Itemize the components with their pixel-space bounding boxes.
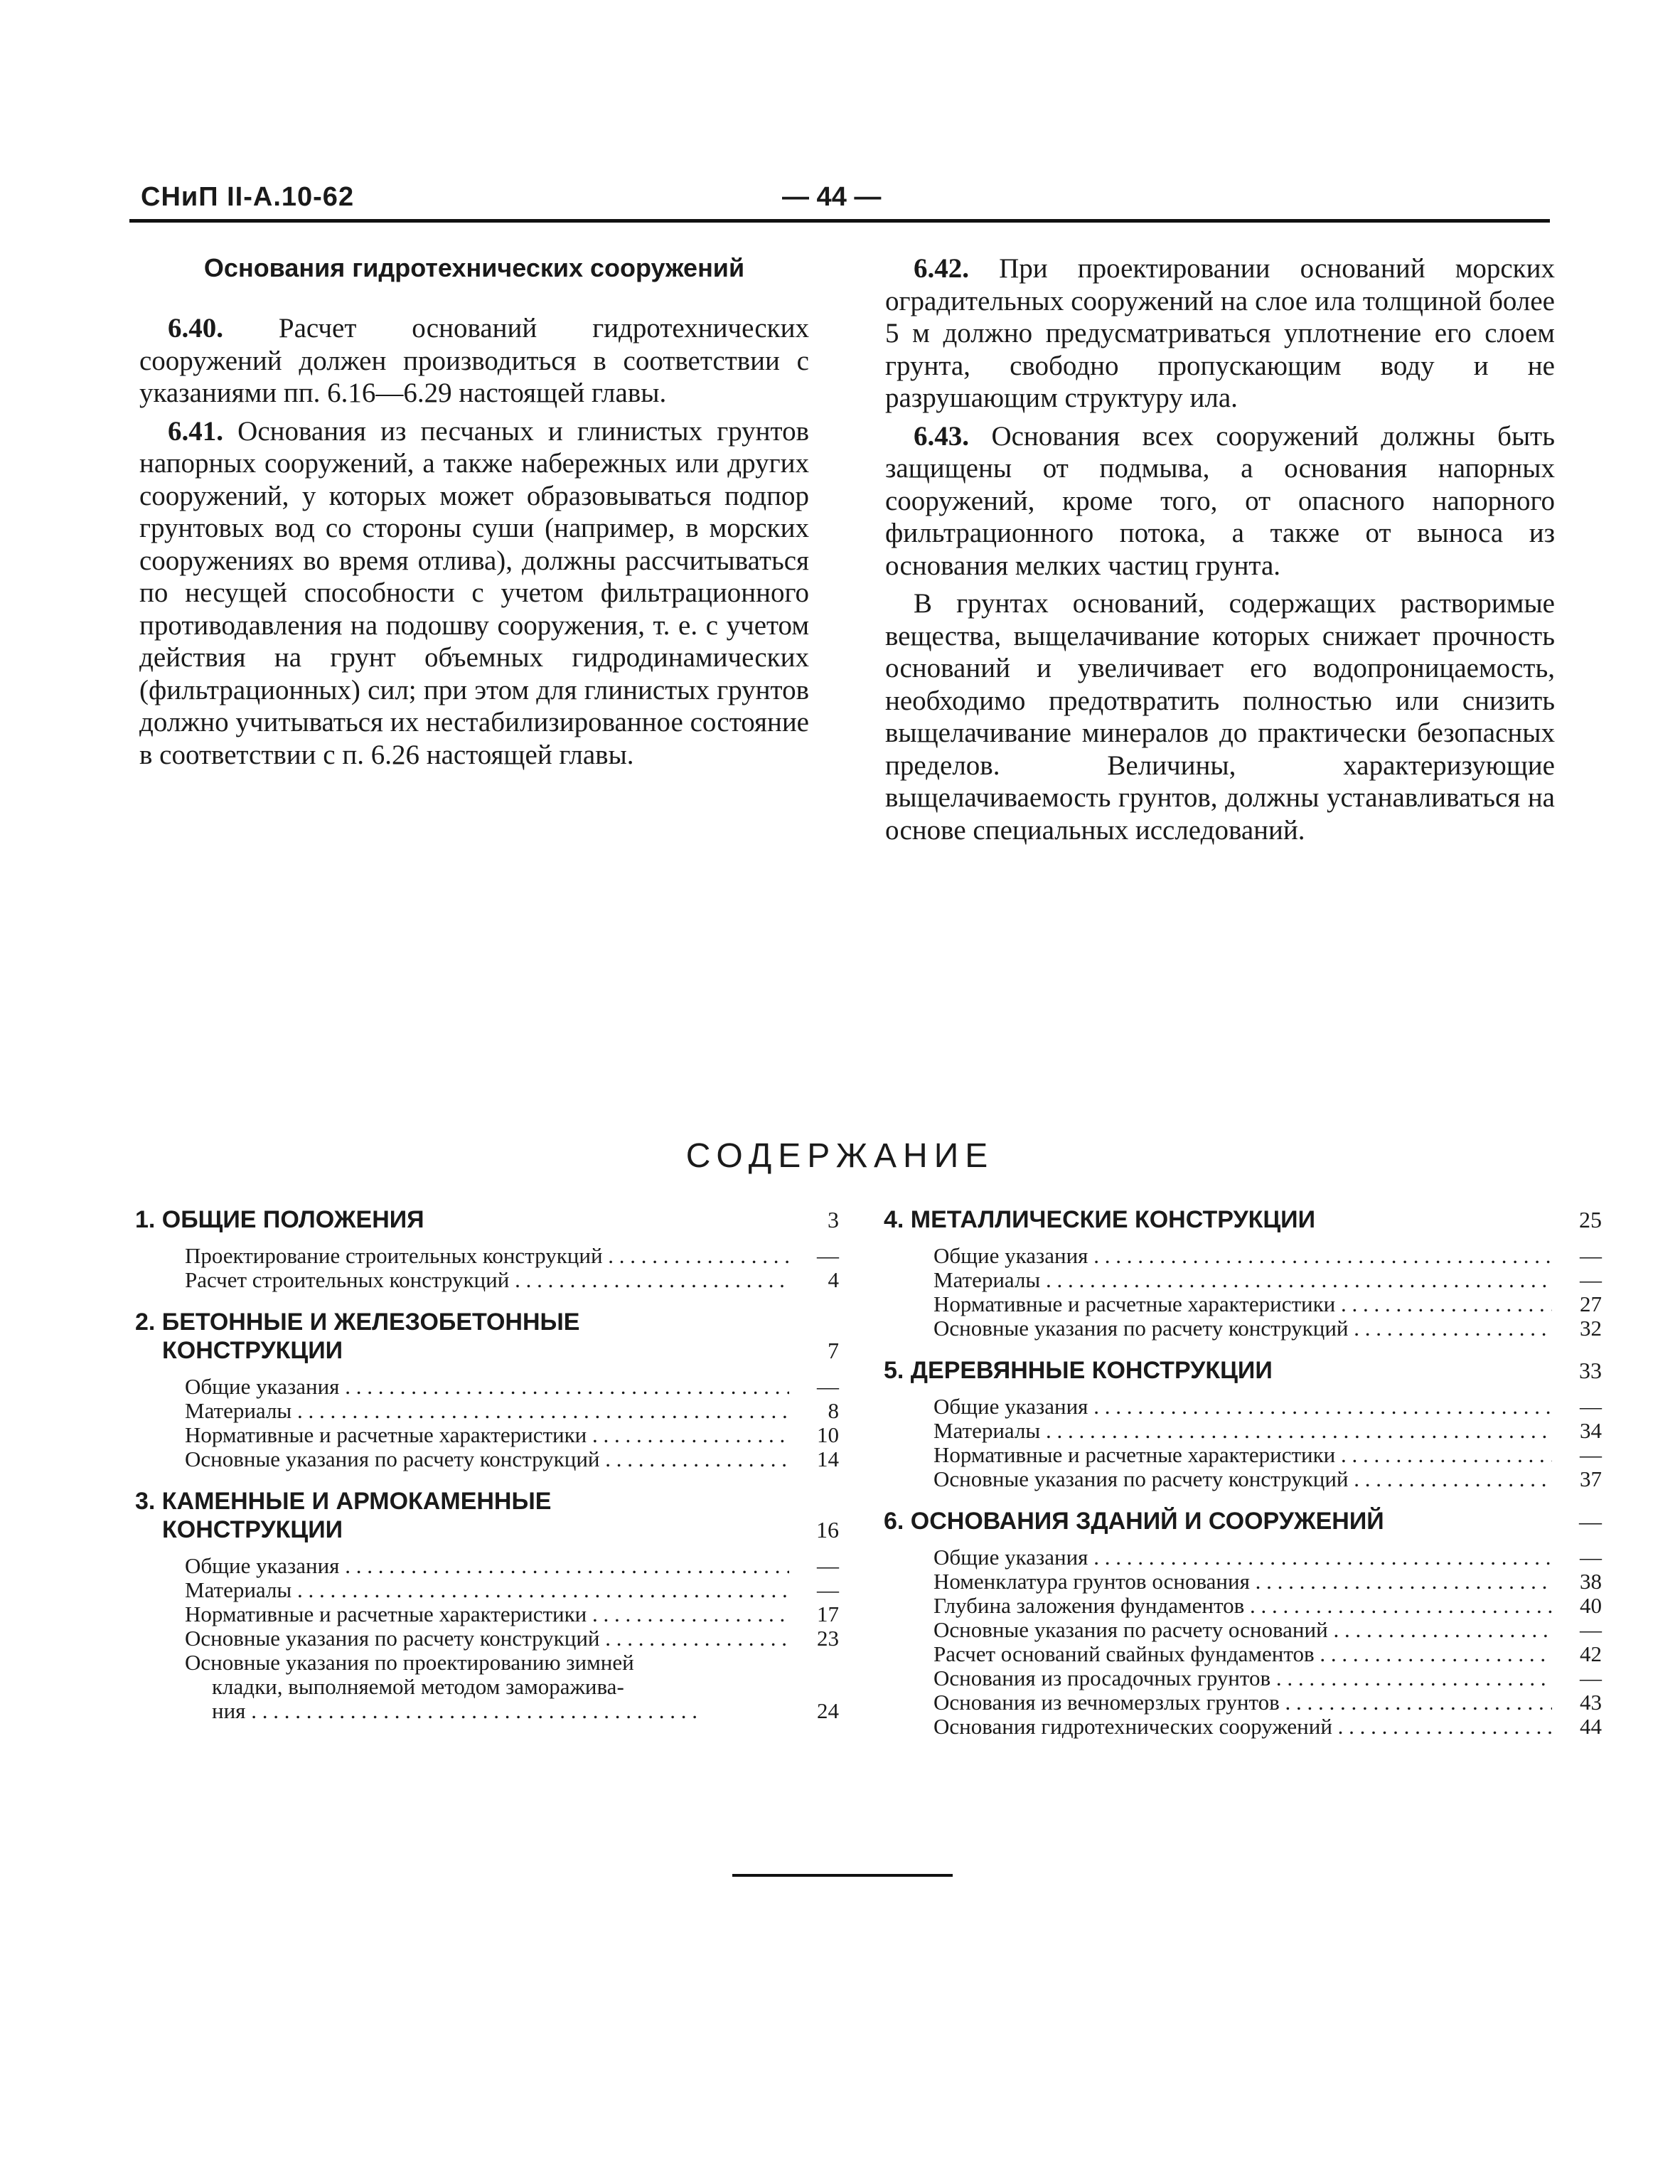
paragraph-6-43 — [885, 420, 1555, 582]
right-text-column — [885, 252, 1555, 852]
toc-section-heading — [884, 1356, 1602, 1385]
paragraph-text: Основания из песчаных и глинистых грунтов напорных сооружений, а также набережных или других сооружений, у которых может образовываться подпор грунтовых вод со стороны суши (например, в морских сооружениях во время отлива), должны рассчитываться по несущей способности с учетом фильтрационного противодавления на подошву сооружения, т. е. с учетом действия на грунт объемных гидродинамических (фильтрационных) сил; при этом для глинистых грунтов должно учитываться их нестабилизированное состояние в соответствии с п. 6.26 настоящей главы. — [139, 415, 810, 770]
toc-item — [933, 1292, 1602, 1316]
toc-page: 42 — [1580, 1641, 1602, 1666]
toc-page: 3 — [828, 1207, 839, 1232]
toc-section-heading — [135, 1308, 839, 1336]
toc-item — [185, 1447, 839, 1471]
toc-page: 23 — [817, 1626, 839, 1651]
toc-item — [933, 1690, 1602, 1715]
toc-item-text: Общие указания . . . — [185, 1554, 789, 1578]
toc-item-text: Нормативные и расчетные характеристики . . . — [185, 1602, 789, 1626]
toc-item-text: Материалы . . . — [933, 1419, 1552, 1443]
toc-item-text: Материалы . . . — [933, 1268, 1552, 1292]
toc-items — [135, 1375, 839, 1471]
left-text-column — [139, 252, 809, 777]
toc-page: — — [1580, 1442, 1602, 1467]
document-code: СНиП II-А.10-62 — [141, 182, 355, 212]
closing-rule — [732, 1874, 953, 1877]
toc-item-text: Материалы . . . — [185, 1399, 789, 1423]
toc-item — [933, 1443, 1602, 1467]
paragraph-number: 6.40. — [168, 313, 223, 343]
header-rule — [129, 219, 1550, 223]
contents-left-column — [135, 1205, 839, 1739]
toc-item — [933, 1395, 1602, 1419]
toc-section — [135, 1487, 839, 1723]
toc-page: 38 — [1580, 1569, 1602, 1594]
toc-item — [933, 1467, 1602, 1491]
toc-item — [185, 1399, 839, 1423]
toc-item — [185, 1626, 839, 1651]
toc-section — [884, 1356, 1602, 1491]
toc-item — [185, 1578, 839, 1602]
toc-section-heading — [884, 1507, 1602, 1535]
toc-item — [933, 1618, 1602, 1642]
toc-item-text: Нормативные и расчетные характеристики . . . — [185, 1423, 789, 1447]
toc-page: — — [1580, 1666, 1602, 1690]
toc-item-text: Номенклатура грунтов основания . . . — [933, 1570, 1552, 1594]
toc-page: 44 — [1580, 1714, 1602, 1739]
toc-item-cont — [185, 1699, 839, 1723]
paragraph-6-41 — [139, 415, 809, 772]
toc-page: — — [1580, 1394, 1602, 1419]
paragraph-text: В грунтах оснований, содержащих растворимые вещества, выщелачивание которых снижает прочность оснований и увеличивает его водопроницаемость, необходимо предотвратить полностью или снизить выщелачивание минералов до практически безопасных пределов. Величины, характеризующие выщелачиваемость грунтов, должны устанавливаться на основе специальных исследований. — [885, 588, 1555, 846]
paragraph-number: 6.43. — [914, 420, 969, 452]
toc-page: 7 — [828, 1338, 839, 1363]
page-number: — 44 — — [782, 182, 882, 212]
toc-item-text: Основания из вечномерзлых грунтов . . . — [933, 1690, 1552, 1715]
toc-item — [933, 1244, 1602, 1268]
toc-items — [135, 1244, 839, 1292]
toc-section-title-cont: КОНСТРУКЦИИ — [162, 1516, 343, 1543]
toc-items — [884, 1244, 1602, 1341]
toc-item-text: Основные указания по проектированию зимней — [185, 1651, 634, 1675]
toc-item-text: Расчет строительных конструкций . . . — [185, 1268, 789, 1292]
toc-item — [185, 1268, 839, 1292]
toc-item — [185, 1375, 839, 1399]
toc-item-text: Основания гидротехнических сооружений . . . — [933, 1715, 1552, 1739]
toc-item — [933, 1715, 1602, 1739]
contents-right-column — [884, 1205, 1602, 1754]
paragraph-number: 6.42. — [914, 253, 969, 284]
paragraph-text: Основания всех сооружений должны быть защищены от подмыва, а основания напорных сооружений, кроме того, от опасного напорного фильтрационного потока, а также от выноса из основания мелких частиц грунта. — [885, 420, 1556, 581]
paragraph-6-40 — [139, 312, 809, 410]
toc-section-heading — [135, 1487, 839, 1516]
toc-page: 14 — [817, 1447, 839, 1471]
toc-page: 24 — [817, 1698, 839, 1723]
toc-item — [185, 1423, 839, 1447]
toc-item-text: Проектирование строительных конструкций . . . — [185, 1244, 789, 1268]
toc-item-text: Основные указания по расчету конструкций . . . — [185, 1626, 789, 1651]
toc-section — [884, 1507, 1602, 1739]
toc-page: — — [1580, 1545, 1602, 1570]
toc-item-text: ния . . . — [212, 1699, 789, 1723]
toc-items — [884, 1395, 1602, 1491]
toc-page: 37 — [1580, 1466, 1602, 1491]
toc-page: — — [1580, 1617, 1602, 1642]
paragraph-6-42 — [885, 252, 1555, 415]
toc-item-text: Основные указания по расчету оснований . . . — [933, 1618, 1552, 1642]
toc-section-heading-cont — [135, 1516, 839, 1544]
toc-page: 17 — [817, 1602, 839, 1626]
toc-page: 25 — [1579, 1207, 1602, 1232]
toc-page: 4 — [828, 1267, 839, 1292]
toc-section-heading-cont — [135, 1336, 839, 1365]
toc-item-text: Основные указания по расчету конструкций . . . — [933, 1467, 1552, 1491]
toc-item — [185, 1244, 839, 1268]
toc-item-text: Нормативные и расчетные характеристики . . . — [933, 1443, 1552, 1467]
toc-item-text: Основные указания по расчету конструкций . . . — [933, 1316, 1552, 1341]
toc-item-text: Основные указания по расчету конструкций . . . — [185, 1447, 789, 1471]
toc-item — [933, 1419, 1602, 1443]
toc-item — [185, 1651, 839, 1675]
toc-item — [933, 1545, 1602, 1570]
toc-page: — — [817, 1577, 839, 1602]
toc-page: 16 — [816, 1517, 839, 1543]
toc-page: — — [1580, 1267, 1602, 1292]
toc-page: — — [817, 1553, 839, 1578]
toc-section-title: 1. ОБЩИЕ ПОЛОЖЕНИЯ — [135, 1206, 424, 1233]
toc-item-text: Общие указания . . . — [185, 1375, 789, 1399]
toc-item — [185, 1602, 839, 1626]
toc-page: — — [817, 1243, 839, 1268]
toc-page: 34 — [1580, 1418, 1602, 1443]
toc-section — [135, 1308, 839, 1471]
paragraph-number: 6.41. — [168, 415, 223, 447]
toc-page: 40 — [1580, 1593, 1602, 1618]
toc-page: 27 — [1580, 1291, 1602, 1316]
toc-items — [135, 1554, 839, 1723]
section-title: Основания гидротехнических сооружений — [203, 253, 745, 282]
toc-section — [884, 1205, 1602, 1341]
toc-section-heading — [135, 1205, 839, 1234]
toc-item-text: Общие указания . . . — [933, 1244, 1552, 1268]
toc-section-heading — [884, 1205, 1602, 1234]
toc-item-text: Общие указания . . . — [933, 1395, 1552, 1419]
toc-item-text: Общие указания . . . — [933, 1545, 1552, 1570]
toc-section-title: 6. ОСНОВАНИЯ ЗДАНИЙ И СООРУЖЕНИЙ — [884, 1508, 1384, 1535]
toc-item-cont — [185, 1675, 839, 1699]
toc-item-text: Нормативные и расчетные характеристики . . . — [933, 1292, 1552, 1316]
toc-item — [185, 1554, 839, 1578]
toc-page: — — [817, 1374, 839, 1399]
toc-item-text: Глубина заложения фундаментов . . . — [933, 1594, 1552, 1618]
toc-items — [884, 1545, 1602, 1739]
toc-item-text: Расчет оснований свайных фундаментов . . . — [933, 1642, 1552, 1666]
contents-title: СОДЕРЖАНИЕ — [685, 1137, 995, 1175]
toc-page: — — [1580, 1243, 1602, 1268]
toc-section-title: 2. БЕТОННЫЕ И ЖЕЛЕЗОБЕТОННЫЕ — [135, 1309, 580, 1336]
toc-page: 8 — [828, 1398, 839, 1423]
toc-item — [933, 1594, 1602, 1618]
paragraph-soluble-soils — [885, 587, 1555, 846]
paragraph-text: Расчет оснований гидротехнических сооружений должен производиться в соответствии с указаниями пп. 6.16—6.29 настоящей главы. — [139, 313, 809, 408]
paragraph-text: При проектировании оснований морских оградительных сооружений на слое ила толщиной более 5 м должно предусматриваться уплотнение его слоем грунта, свободно пропускающим воду и не разрушающим структуру ила. — [885, 253, 1556, 413]
toc-section-title: 4. МЕТАЛЛИЧЕСКИЕ КОНСТРУКЦИИ — [884, 1206, 1316, 1233]
toc-item — [933, 1316, 1602, 1341]
toc-page: 10 — [817, 1422, 839, 1447]
toc-page: 32 — [1580, 1316, 1602, 1341]
toc-section-title-cont: КОНСТРУКЦИИ — [162, 1337, 343, 1364]
toc-page: 33 — [1579, 1358, 1602, 1383]
toc-page: — — [1579, 1508, 1602, 1534]
toc-item-text: Материалы . . . — [185, 1578, 789, 1602]
toc-section-title: 5. ДЕРЕВЯННЫЕ КОНСТРУКЦИИ — [884, 1357, 1273, 1384]
toc-section-title: 3. КАМЕННЫЕ И АРМОКАМЕННЫЕ — [135, 1488, 552, 1515]
toc-item — [933, 1268, 1602, 1292]
toc-item-text: Основания из просадочных грунтов . . . — [933, 1666, 1552, 1690]
toc-section — [135, 1205, 839, 1292]
toc-item — [933, 1666, 1602, 1690]
toc-item — [933, 1642, 1602, 1666]
toc-item — [933, 1570, 1602, 1594]
toc-item-text: кладки, выполняемой методом заморажива- — [212, 1675, 624, 1699]
toc-page: 43 — [1580, 1690, 1602, 1715]
